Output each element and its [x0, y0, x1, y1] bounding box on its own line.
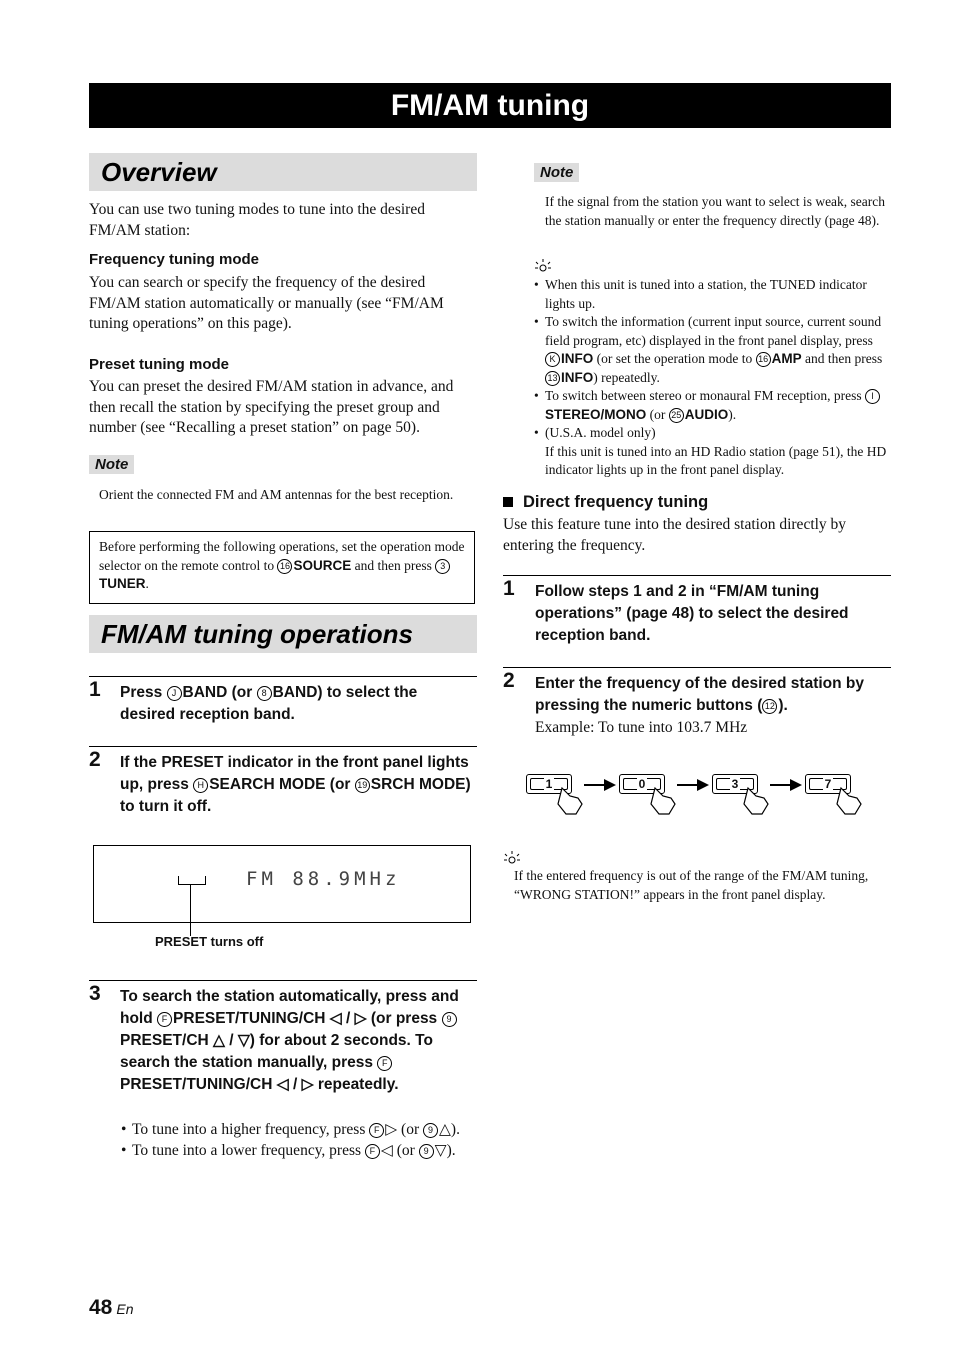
operations-heading: FM/AM tuning operations — [89, 615, 477, 653]
step-divider — [503, 575, 891, 576]
front-panel-display — [93, 845, 471, 923]
step-2-text: If the PRESET indicator in the front panel lights up, press H SEARCH MODE (or 19 SRCH MODE) to turn it off. — [120, 754, 471, 815]
example-text: Example: To tune into 103.7 MHz — [535, 719, 748, 736]
direct-tuning-text: Use this feature tune into the desired station directly by entering the frequency. — [503, 516, 847, 554]
display-caption: PRESET turns off — [155, 934, 264, 949]
note-label: Note — [534, 163, 579, 182]
note-text: If the signal from the station you want to select is weak, search the station manually or enter the frequency directly (page 48). — [545, 194, 886, 228]
button-letter-icon: F — [157, 1012, 172, 1027]
direct-step-1-text: Follow steps 1 and 2 in “FM/AM tuning operations” (page 48) to select the desired reception band. — [535, 583, 849, 644]
preset-mode-text: You can preset the desired FM/AM station in advance, and then recall the station by specifying the preset group and number (see “Recalling a preset station” on page 50). — [89, 378, 454, 436]
step-number: 1 — [89, 678, 101, 701]
step-divider — [89, 676, 477, 677]
remote-setup-box: Before performing the following operations, set the operation mode selector on the remote control to 16 SOURCE and then press 3TUNER. — [89, 531, 475, 604]
button-letter-icon: F — [377, 1056, 392, 1071]
key-sequence — [526, 772, 871, 818]
step-number: 3 — [89, 982, 101, 1005]
direct-step-2-text: Enter the frequency of the desired station by pressing the numeric buttons ( 12 ). — [535, 675, 865, 714]
preset-mode-heading: Preset tuning mode — [89, 356, 230, 373]
display-readout: FM 88.9MHz — [246, 868, 401, 890]
numeric-key-7: 7 — [805, 774, 851, 794]
list-item: • (U.S.A. model only) If this unit is tuned into an HD Radio station (page 51), the HD indicator lights up in the front panel display. — [534, 424, 891, 480]
step-divider — [89, 746, 477, 747]
note-label: Note — [89, 455, 134, 474]
button-number-icon: 3 — [435, 559, 450, 574]
page-number: 48 En — [89, 1296, 134, 1319]
button-letter-icon: H — [193, 778, 208, 793]
numeric-key-3: 3 — [712, 774, 758, 794]
button-number-icon: 9 — [442, 1012, 457, 1027]
numeric-key-0: 0 — [619, 774, 665, 794]
list-item: • When this unit is tuned into a station, the TUNED indicator lights up. — [534, 276, 891, 313]
arrow-and-finger-icons — [526, 772, 871, 818]
button-number-icon: 16 — [277, 559, 292, 574]
callout-line — [190, 884, 191, 936]
freq-mode-heading: Frequency tuning mode — [89, 251, 260, 268]
step-divider — [503, 667, 891, 668]
step-3-text: To search the station automatically, press and hold F PRESET/TUNING/CH ◁ / ▷ (or press 9PRESET/CH △ / ▽) for about 2 seconds. To search the station manually, press FPRESET/TUNING/CH ◁ / ▷ repeatedly. — [120, 988, 459, 1093]
step-number: 2 — [503, 669, 515, 692]
square-bullet-icon — [503, 497, 513, 507]
numeric-key-1: 1 — [526, 774, 572, 794]
step-1-text: Press J BAND (or 8 BAND) to select the desired reception band. — [120, 684, 418, 723]
list-item: • To switch between stereo or monaural FM reception, press ISTEREO/MONO (or 25 AUDIO). — [534, 387, 891, 424]
overview-heading: Overview — [89, 153, 477, 191]
freq-mode-text: You can search or specify the frequency of the desired FM/AM station automatically or manually (see “FM/AM tuning operations” on this page). — [89, 274, 444, 332]
step-divider — [89, 980, 477, 981]
tip-text: If the entered frequency is out of the range of the FM/AM tuning, “WRONG STATION!” appears in the front panel display. — [514, 868, 869, 902]
overview-intro: You can use two tuning modes to tune into the desired FM/AM station: — [89, 201, 425, 239]
button-letter-icon: J — [167, 686, 182, 701]
button-number-icon: 8 — [257, 686, 272, 701]
step-number: 1 — [503, 577, 515, 600]
page-title: FM/AM tuning — [89, 83, 891, 128]
note-text: Orient the connected FM and AM antennas for the best reception. — [99, 487, 454, 502]
step-3-bullets — [121, 1120, 461, 1161]
direct-tuning-heading: Direct frequency tuning — [503, 493, 708, 512]
preset-indicator-icon — [178, 876, 206, 885]
tips-list — [534, 276, 891, 480]
list-item: • To switch the information (current input source, current sound field program, etc) displayed in the front panel display, press K INFO (or set the operation mode to 16 AMP and then press 13 INFO) repeatedly. — [534, 313, 891, 387]
step-number: 2 — [89, 748, 101, 771]
list-item: • To tune into a lower frequency, press F ◁ (or 9 ▽). — [121, 1141, 461, 1162]
button-number-icon: 19 — [355, 778, 370, 793]
list-item: • To tune into a higher frequency, press F ▷ (or 9 △). — [121, 1120, 461, 1141]
